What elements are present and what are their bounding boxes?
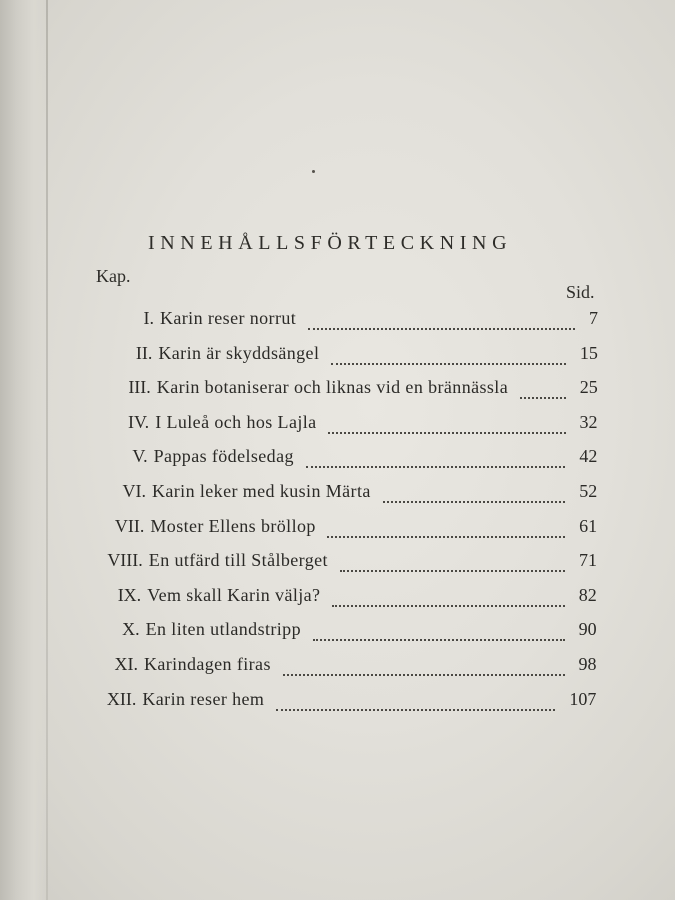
chapter-title: Karin reser norrut — [160, 308, 297, 328]
chapter-number: III. — [128, 377, 151, 398]
paper-speck — [312, 170, 315, 173]
toc-entry — [113, 377, 598, 401]
dot-leader — [340, 556, 565, 572]
toc-entry — [116, 308, 598, 332]
dot-leader — [332, 591, 565, 607]
chapter-page: 90 — [578, 619, 597, 640]
toc-title: INNEHÅLLSFÖRTECKNING — [148, 232, 513, 254]
toc-entry — [103, 585, 597, 609]
chapter-column-header: Kap. — [96, 266, 131, 286]
chapter-page: 25 — [579, 377, 598, 398]
chapter-number: VI. — [122, 481, 146, 501]
chapter-number: VII. — [114, 515, 145, 536]
chapter-title: Vem skall Karin välja? — [147, 584, 321, 605]
toc-entry — [110, 446, 598, 470]
chapter-number: V. — [132, 446, 148, 467]
toc-entry — [98, 689, 596, 713]
toc-entry — [111, 412, 597, 436]
dot-leader — [308, 314, 575, 330]
chapter-title: Karin leker med kusin Märta — [152, 481, 371, 501]
dot-leader — [276, 695, 555, 711]
chapter-number: I. — [143, 308, 154, 328]
chapter-title: Karin reser hem — [142, 688, 265, 709]
dot-leader — [306, 452, 566, 468]
dot-leader — [328, 418, 565, 434]
chapter-page: 71 — [578, 550, 597, 571]
dot-leader — [313, 625, 565, 641]
chapter-number: IV. — [128, 411, 150, 432]
dot-leader — [520, 383, 566, 399]
chapter-page: 98 — [578, 654, 597, 674]
chapter-page: 32 — [579, 411, 598, 432]
page-column-header: Sid. — [566, 282, 595, 302]
chapter-title: Karin är skyddsängel — [158, 342, 320, 363]
chapter-number: XII. — [106, 688, 137, 709]
chapter-title: I Luleå och hos Lajla — [155, 411, 317, 432]
chapter-number: II. — [135, 342, 153, 363]
toc-entry — [100, 654, 597, 678]
chapter-number: VIII. — [107, 550, 143, 571]
chapter-page: 107 — [569, 688, 597, 709]
toc-entry — [106, 516, 597, 540]
page-fold-line — [46, 0, 48, 900]
toc-entry — [114, 343, 597, 367]
dot-leader — [327, 522, 565, 538]
toc-entry — [105, 550, 597, 574]
dot-leader — [331, 349, 565, 365]
chapter-page: 82 — [578, 584, 597, 605]
chapter-number: IX. — [117, 584, 142, 605]
chapter-page: 7 — [589, 308, 598, 328]
chapter-title: En liten utlandstripp — [145, 619, 301, 640]
toc-entry — [102, 619, 597, 643]
chapter-title: Moster Ellens bröllop — [150, 515, 316, 536]
chapter-page: 52 — [579, 481, 598, 501]
dot-leader — [283, 660, 565, 676]
dot-leader — [383, 487, 565, 503]
chapter-title: Pappas födelsedag — [153, 446, 294, 467]
chapter-page: 61 — [579, 515, 598, 536]
chapter-page: 15 — [579, 342, 598, 363]
chapter-title: Karin botaniserar och liknas vid en brännässla — [156, 377, 509, 398]
chapter-title: En utfärd till Stålberget — [148, 550, 328, 571]
toc-entry — [108, 481, 597, 505]
chapter-title: Karindagen firas — [144, 654, 271, 674]
page-gutter-shadow — [0, 0, 48, 900]
chapter-page: 42 — [579, 446, 598, 467]
chapter-number: XI. — [114, 654, 138, 674]
chapter-number: X. — [122, 619, 140, 640]
